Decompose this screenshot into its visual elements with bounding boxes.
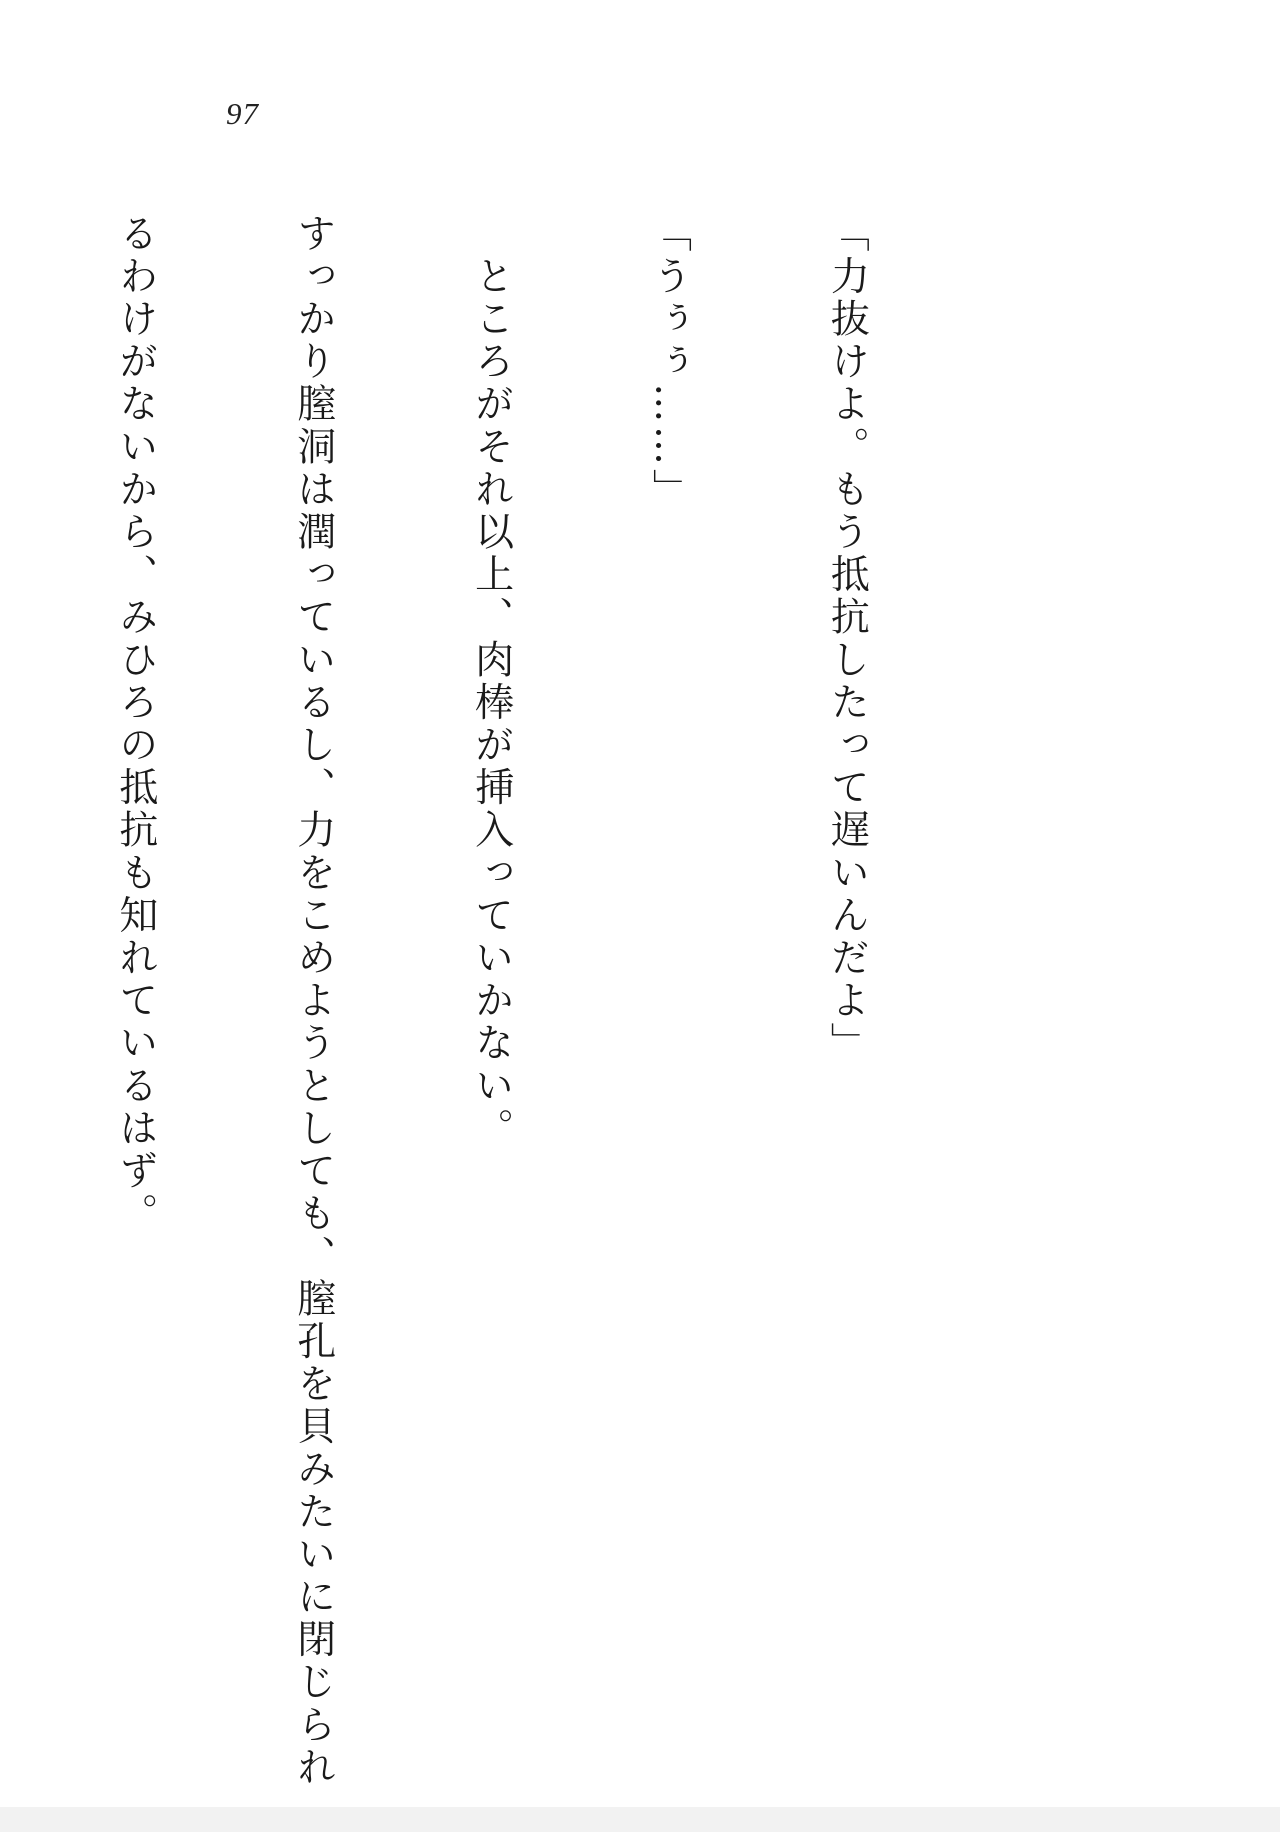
text-line: るわけがないから、みひろの抵抗も知れているはず。 — [112, 213, 158, 1236]
vertical-text-body — [0, 213, 995, 1790]
text-line: すっかり膣洞は潤っているし、力をこめようとしても、膣孔を貝みたいに閉じられ — [290, 213, 336, 1790]
text-line: ところがそれ以上、肉棒が挿入っていかない。 — [468, 213, 514, 1151]
text-line: 「力抜けよ。もう抵抗したって遅いんだよ」 — [824, 213, 870, 1065]
page-number: 97 — [226, 96, 259, 131]
text-line: 「うぅぅ……」 — [646, 213, 692, 512]
